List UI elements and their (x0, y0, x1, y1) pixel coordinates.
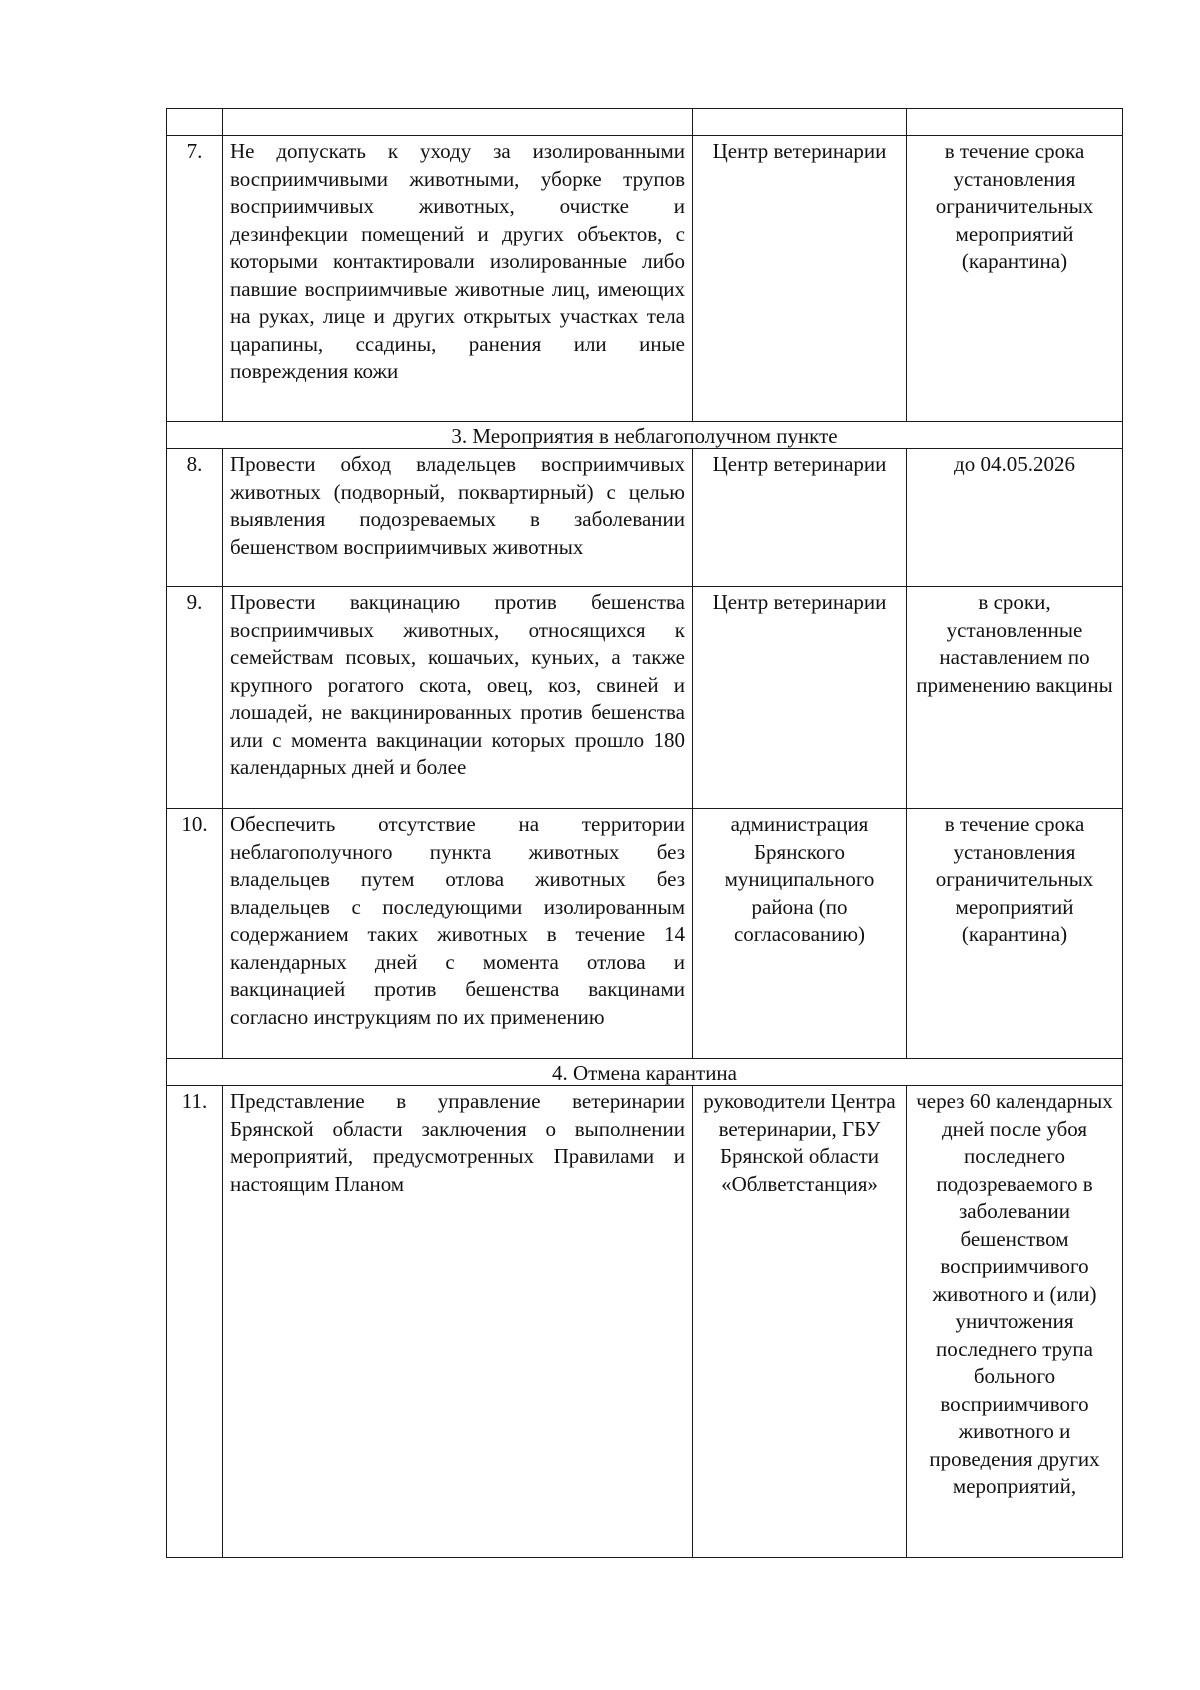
table-row (167, 587, 1123, 809)
section-row (167, 422, 1123, 449)
row-responsible: руководители Центра ветеринарии, ГБУ Брянской области «Облветстанция» (693, 1086, 907, 1558)
row-number: 9. (167, 587, 223, 809)
row-term: в сроки, установленные наставлением по применению вакцины (907, 587, 1123, 809)
row-responsible: администрация Брянского муниципального района (по согласованию) (693, 809, 907, 1059)
row-term: до 04.05.2026 (907, 449, 1123, 587)
table-header-continuation-row (167, 109, 1123, 136)
table-row (167, 449, 1123, 587)
row-number: 8. (167, 449, 223, 587)
table-row (167, 136, 1123, 422)
table-row (167, 809, 1123, 1059)
row-responsible: Центр ветеринарии (693, 449, 907, 587)
table-row (167, 1086, 1123, 1558)
row-term: через 60 календарных дней после убоя последнего подозреваемого в заболевании бешенством восприимчивого животного и (или) уничтожения последнего трупа больного восприимчивого животного и проведения других мероприятий, (907, 1086, 1123, 1558)
row-responsible: Центр ветеринарии (693, 587, 907, 809)
row-action: Не допускать к уходу за изолированными восприимчивыми животными, уборке трупов восприимчивых животных, очистке и дезинфекции помещений и других объектов, с которыми контактировали изолированные либо павшие восприимчивые животные лиц, имеющих на руках, лице и других открытых участках тела царапины, ссадины, ранения или иные повреждения кожи (223, 136, 693, 422)
row-action: Провести вакцинацию против бешенства восприимчивых животных, относящихся к семействам псовых, кошачьих, куньих, а также крупного рогатого скота, овец, коз, свиней и лошадей, не вакцинированных против бешенства или с момента вакцинации которых прошло 180 календарных дней и более (223, 587, 693, 809)
row-action: Провести обход владельцев восприимчивых животных (подворный, поквартирный) с целью выявления подозреваемых в заболевании бешенством восприимчивых животных (223, 449, 693, 587)
measures-table (166, 108, 1123, 1558)
row-number: 11. (167, 1086, 223, 1558)
row-responsible: Центр ветеринарии (693, 136, 907, 422)
row-number: 7. (167, 136, 223, 422)
section-title: 4. Отмена карантина (167, 1059, 1123, 1086)
row-term: в течение срока установления ограничительных мероприятий (карантина) (907, 136, 1123, 422)
row-term: в течение срока установления ограничительных мероприятий (карантина) (907, 809, 1123, 1059)
section-title: 3. Мероприятия в неблагополучном пункте (167, 422, 1123, 449)
section-row (167, 1059, 1123, 1086)
row-action: Обеспечить отсутствие на территории неблагополучного пункта животных без владельцев путем отлова животных без владельцев с последующими изолированным содержанием таких животных в течение 14 календарных дней с момента отлова и вакцинацией против бешенства вакцинами согласно инструкциям по их применению (223, 809, 693, 1059)
row-action: Представление в управление ветеринарии Брянской области заключения о выполнении мероприятий, предусмотренных Правилами и настоящим Планом (223, 1086, 693, 1558)
row-number: 10. (167, 809, 223, 1059)
